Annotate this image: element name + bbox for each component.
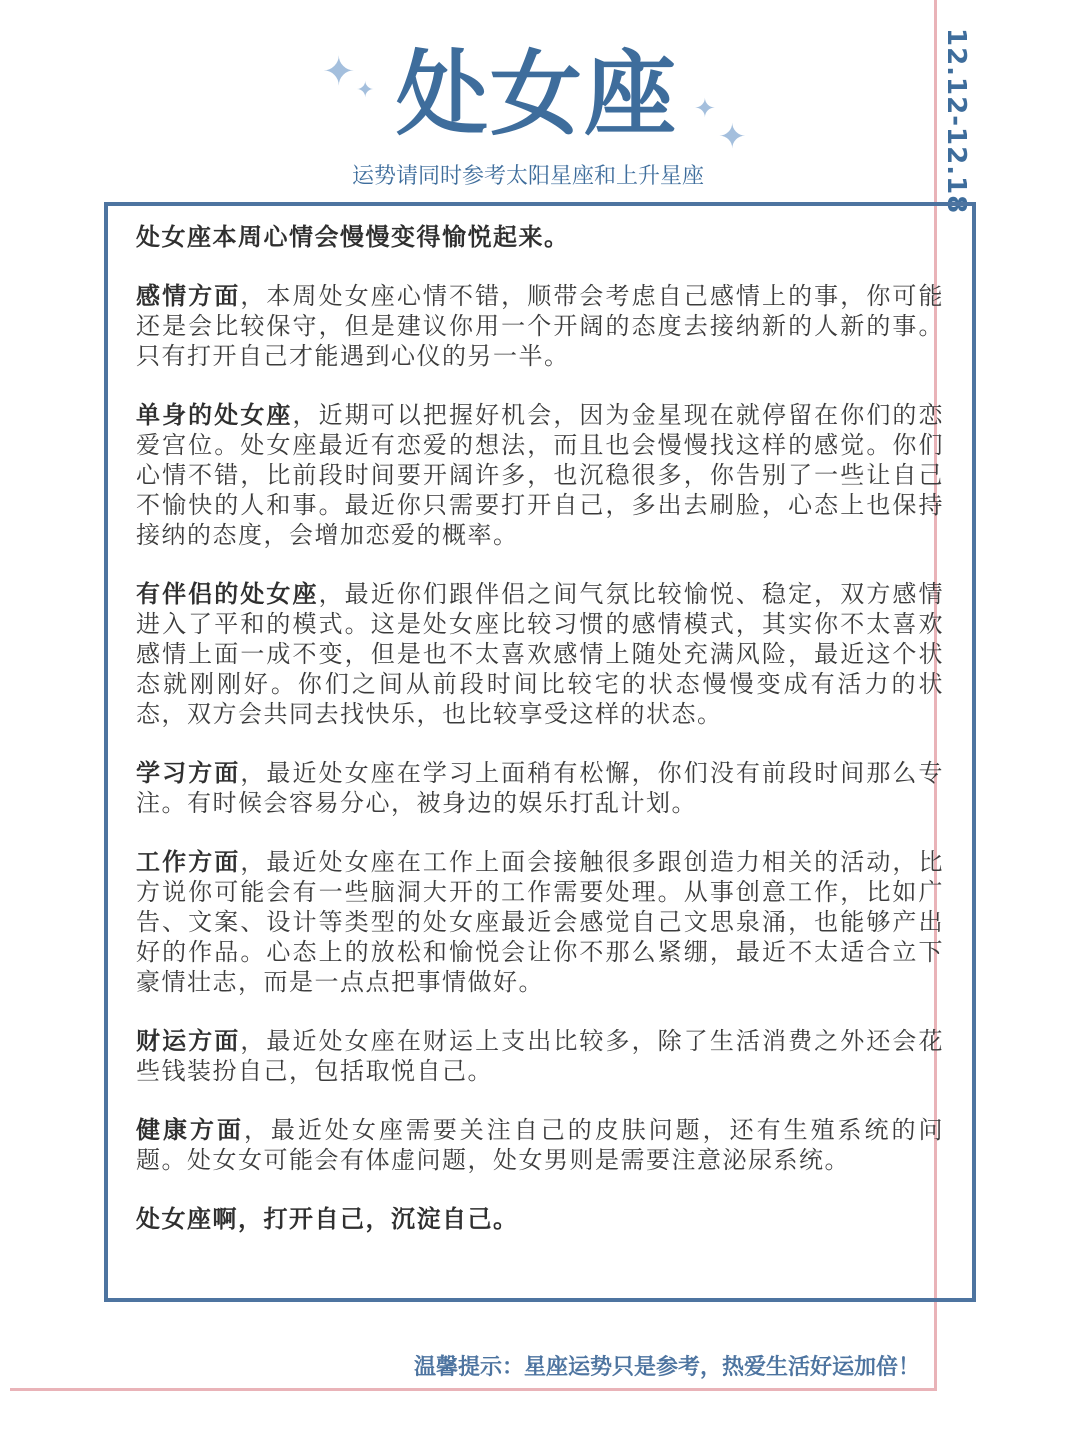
section-text: ，本周处女座心情不错，顺带会考虑自己感情上的事，你可能还是会比较保守，但是建议你用一个开阔的态度去接纳新的人新的事。只有打开自己才能遇到心仪的另一半。 (136, 282, 945, 370)
section-study (136, 758, 944, 818)
page-title: 处女座 (395, 41, 678, 148)
section-heading: 健康方面 (136, 1116, 244, 1144)
section-text: ，最近处女座在学习上面稍有松懈，你们没有前段时间那么专注。有时候会容易分心，被身边的娱乐打乱计划。 (136, 759, 945, 817)
section-text: ，最近处女座在工作上面会接触很多跟创造力相关的活动，比方说你可能会有一些脑洞大开的工作需要处理。从事创意工作，比如广告、文案、设计等类型的处女座最近会感觉自己文思泉涌，也能够产出好的作品。心态上的放松和愉悦会让你不那么紧绷，最近不太适合立下豪情壮志，而是一点点把事情做好。 (136, 848, 945, 996)
footer-tip: 温馨提示：星座运势只是参考，热爱生活好运加倍！ (413, 1355, 920, 1380)
section-love (136, 281, 944, 371)
section-single (136, 400, 944, 550)
section-text: ，近期可以把握好机会，因为金星现在就停留在你们的恋爱宫位。处女座最近有恋爱的想法，而且也会慢慢找这样的感觉。你们心情不错，比前段时间要开阔许多，也沉稳很多，你告别了一些让自己不愉快的人和事。最近你只需要打开自己，多出去刷脸，心态上也保持接纳的态度，会增加恋爱的概率。 (136, 401, 944, 549)
pink-horizontal-line (10, 1388, 937, 1391)
date-range: 12.12-12.18 (941, 28, 971, 215)
section-heading: 财运方面 (136, 1027, 241, 1055)
horoscope-content-box (104, 202, 976, 1302)
section-partnered (136, 579, 944, 729)
sparkle-icon: ✦ (718, 117, 747, 157)
section-heading: 学习方面 (136, 759, 241, 787)
section-text: ，最近你们跟伴侣之间气氛比较愉悦、稳定，双方感情进入了平和的模式。这是处女座比较习惯的感情模式，其实你不太喜欢感情上面一成不变，但是也不太喜欢感情上随处充满风险，最近这个状态就刚刚好。你们之间从前段时间比较宅的状态慢慢变成有活力的状态，双方会共同去找快乐，也比较享受这样的状态。 (136, 580, 945, 728)
closing-line: 处女座啊，打开自己，沉淀自己。 (136, 1205, 519, 1233)
page-subtitle: 运势请同时参考太阳星座和上升星座 (351, 164, 704, 189)
sparkle-icon: ✦ (356, 78, 375, 103)
section-text: ，最近处女座需要关注自己的皮肤问题，还有生殖系统的问题。处女女可能会有体虚问题，处女男则是需要注意泌尿系统。 (136, 1116, 945, 1174)
section-wealth (136, 1026, 944, 1086)
section-work (136, 847, 944, 997)
section-heading: 有伴侣的处女座 (136, 580, 319, 608)
section-heading: 单身的处女座 (136, 401, 293, 429)
section-text: ，最近处女座在财运上支出比较多，除了生活消费之外还会花些钱装扮自己，包括取悦自己。 (136, 1027, 945, 1085)
intro-line: 处女座本周心情会慢慢变得愉悦起来。 (136, 223, 570, 251)
section-heading: 工作方面 (136, 848, 241, 876)
sparkle-icon: ✦ (322, 49, 356, 95)
section-heading: 感情方面 (136, 282, 241, 310)
sparkle-icon: ✦ (694, 94, 716, 124)
section-health (136, 1115, 944, 1175)
